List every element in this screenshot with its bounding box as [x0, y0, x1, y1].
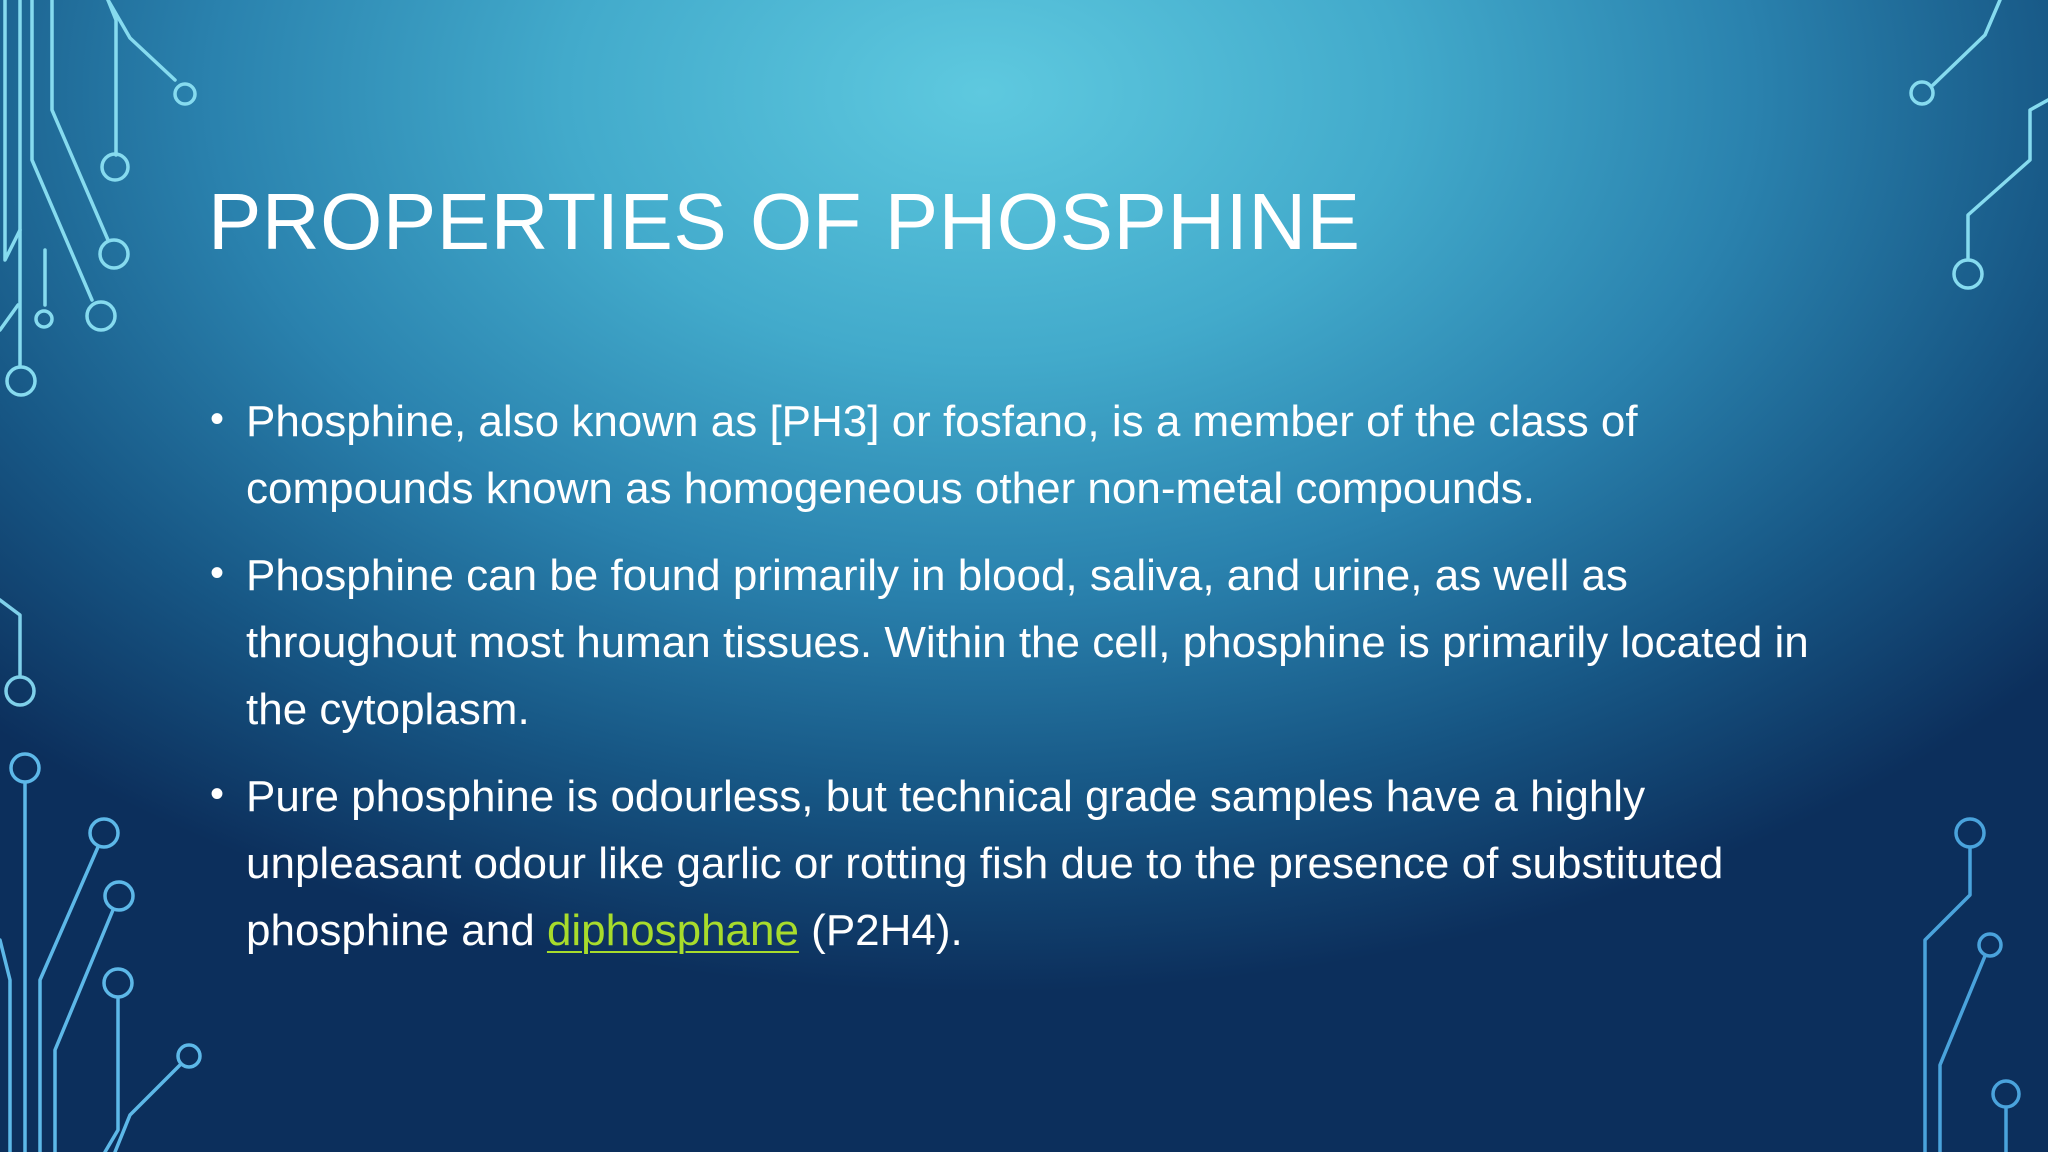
- bullet-list: [208, 388, 1848, 984]
- circuit-bottom-left: [0, 754, 200, 1152]
- circuit-left-middle: [0, 600, 34, 705]
- slide-title: PROPERTIES OF PHOSPHINE: [208, 177, 1361, 266]
- bullet-dot: •: [210, 551, 225, 595]
- diphosphane-link[interactable]: diphosphane: [546, 906, 799, 955]
- bullet-text: Phosphine, also known as [PH3] or fosfano, is a member of the class of compounds known as homogeneous other non-metal compounds.: [246, 397, 1638, 513]
- bullet-item: [208, 388, 1848, 522]
- bullet-item: [208, 763, 1848, 964]
- bullet-text-before-link: Pure phosphine is odourless, but technical grade samples have a highly unpleasant odour like garlic or rotting fish due to the presence of substituted phosphine and: [246, 772, 1724, 955]
- bullet-dot: •: [210, 397, 225, 441]
- circuit-top-left: [0, 0, 195, 395]
- bullet-text: Phosphine can be found primarily in blood, saliva, and urine, as well as throughout most human tissues. Within the cell, phosphine is primarily located in the cytoplasm.: [246, 551, 1809, 734]
- bullet-item: [208, 542, 1848, 743]
- circuit-bottom-right: [1925, 819, 2019, 1152]
- circuit-top-right: [1911, 0, 2048, 288]
- bullet-text-after-link: (P2H4).: [798, 906, 963, 955]
- bullet-dot: •: [210, 772, 225, 816]
